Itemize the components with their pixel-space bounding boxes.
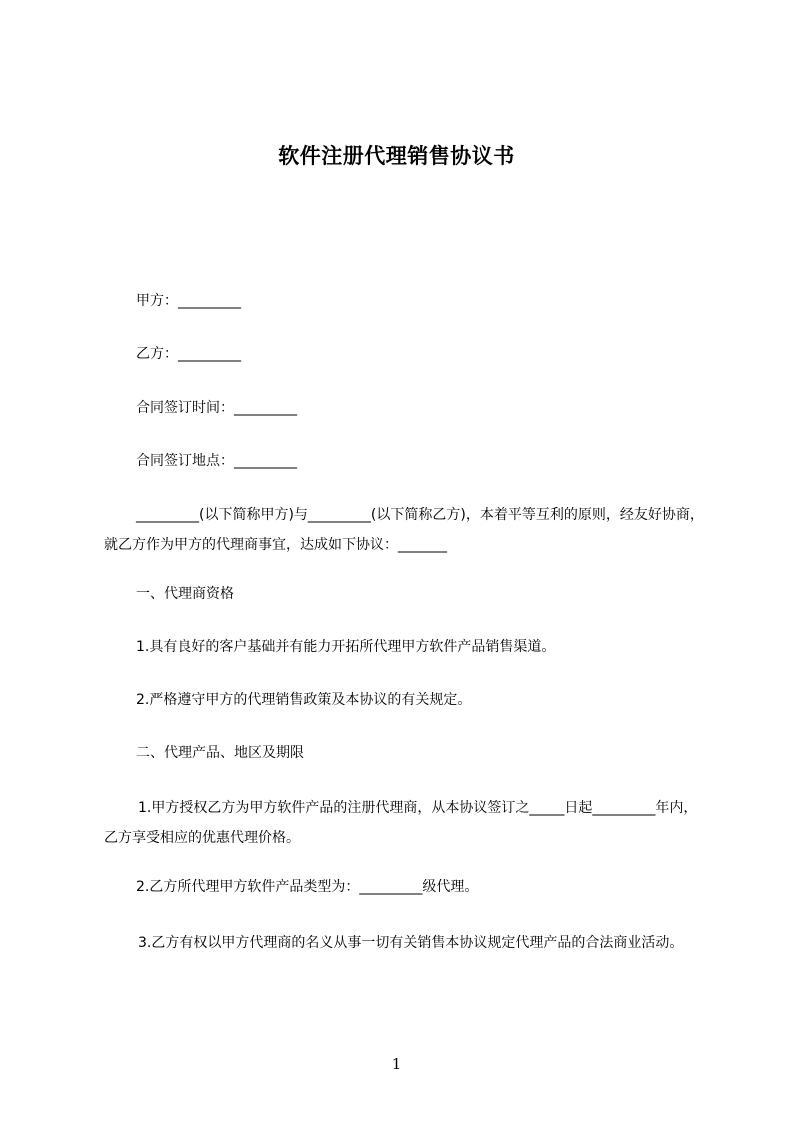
section-2-item-1: 1.甲方授权乙方为甲方软件产品的注册代理商，从本协议签订之_____日起_________年内，乙方享受相应的优惠代理价格。	[104, 800, 698, 846]
document-title: 软件注册代理销售协议书	[278, 144, 515, 168]
section-2-heading: 二、代理产品、地区及期限	[136, 745, 304, 761]
party-b-line: 乙方：_________	[136, 346, 241, 362]
section-2-item-3: 3.乙方有权以甲方代理商的名义从事一切有关销售本协议规定代理产品的合法商业活动。	[138, 935, 684, 951]
section-1-item-1: 1.具有良好的客户基础并有能力开拓所代理甲方软件产品销售渠道。	[136, 639, 556, 655]
section-2-item-2: 2.乙方所代理甲方软件产品类型为：_________级代理。	[136, 879, 479, 895]
section-1-heading: 一、代理商资格	[136, 586, 234, 602]
sign-time-line: 合同签订时间：_________	[136, 400, 297, 416]
party-a-line: 甲方：_________	[136, 293, 241, 309]
intro-paragraph: _________(以下简称甲方)与_________(以下简称乙方)，本着平等互利的原则，经友好协商，就乙方作为甲方的代理商事宜，达成如下协议：_______	[104, 507, 704, 553]
sign-place-line: 合同签订地点：_________	[136, 453, 297, 469]
page-number: 1	[391, 1055, 402, 1073]
section-1-item-2: 2.严格遵守甲方的代理销售政策及本协议的有关规定。	[136, 692, 472, 708]
